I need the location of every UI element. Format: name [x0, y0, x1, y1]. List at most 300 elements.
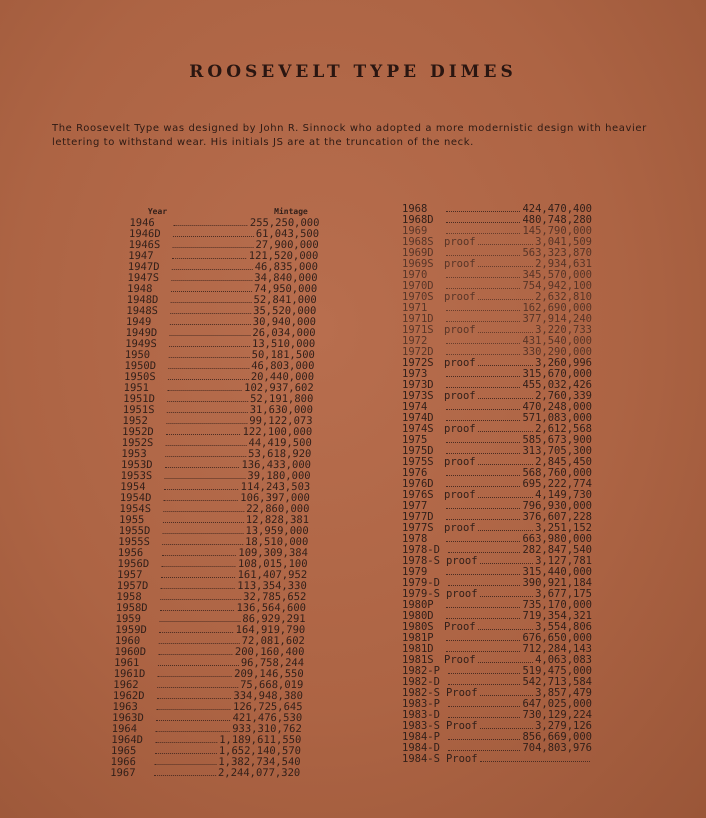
- mintage-value: 933,310,762: [232, 722, 302, 735]
- year-label: 1960: [114, 634, 141, 647]
- year-label: 1955: [118, 513, 145, 526]
- mintage-value: 53,618,920: [247, 447, 312, 460]
- mintage-value: 2,934,631: [535, 258, 592, 270]
- dot-leader: [160, 599, 241, 600]
- proof-label: proof: [444, 324, 476, 336]
- mintage-value: 390,921,184: [522, 577, 592, 589]
- year-label: 1949: [125, 315, 152, 328]
- proof-label: proof: [444, 390, 476, 402]
- dot-leader: [160, 610, 234, 611]
- dot-leader: [169, 346, 250, 347]
- year-label: 1984-D: [402, 742, 440, 754]
- year-label: 1976S: [402, 489, 434, 501]
- mintage-value: 86,929,291: [242, 612, 306, 625]
- dot-leader: [173, 247, 254, 248]
- dot-leader: [446, 211, 520, 212]
- dot-leader: [164, 489, 238, 490]
- dot-leader: [446, 442, 520, 443]
- mintage-value: 519,475,000: [522, 665, 592, 677]
- year-label: 1980P: [402, 599, 434, 611]
- mintage-value: 35,520,000: [252, 304, 317, 317]
- dot-leader: [446, 607, 520, 608]
- dot-leader: [156, 731, 230, 732]
- mintage-value: 2,845,450: [535, 456, 592, 468]
- year-label: 1973: [402, 368, 428, 380]
- dot-leader: [448, 739, 521, 740]
- year-label: 1971D: [402, 313, 434, 325]
- year-label: 1978-S: [402, 555, 440, 567]
- dot-leader: [158, 676, 232, 677]
- year-label: 1981S: [402, 654, 434, 666]
- year-label: 1958: [116, 590, 142, 603]
- year-label: 1975: [402, 434, 428, 446]
- mintage-value: 796,930,000: [522, 500, 592, 512]
- dot-leader: [478, 365, 533, 366]
- mintage-value: 32,785,652: [242, 590, 307, 603]
- dot-leader: [448, 552, 521, 553]
- year-label: 1980D: [402, 610, 434, 622]
- year-label: 1970S: [402, 291, 434, 303]
- dot-leader: [171, 291, 252, 292]
- year-label: 1964: [111, 722, 138, 735]
- year-label: 1975S: [402, 456, 434, 468]
- year-label: 1956: [117, 546, 144, 559]
- mintage-value: 22,860,000: [246, 502, 310, 515]
- year-label: 1946D: [128, 227, 161, 240]
- year-label: 1976D: [402, 478, 434, 490]
- year-label: 1950D: [124, 359, 157, 372]
- mintage-value: 102,937,602: [243, 381, 314, 394]
- year-label: 1971S: [402, 324, 434, 336]
- year-label: 1960D: [114, 645, 147, 658]
- dot-leader: [161, 588, 235, 589]
- mintage-value: 75,668,019: [239, 678, 304, 691]
- dot-leader: [171, 302, 252, 303]
- mintage-value: 164,919,790: [235, 623, 306, 636]
- dot-leader: [446, 640, 520, 641]
- year-label: 1954: [120, 480, 146, 493]
- year-label: 1950: [124, 348, 151, 361]
- mintage-value: 663,980,000: [522, 533, 592, 545]
- dot-leader: [172, 269, 253, 270]
- year-label: 1982-P: [402, 665, 440, 677]
- dot-leader: [480, 728, 534, 729]
- dot-leader: [448, 706, 521, 707]
- mintage-value: 161,407,952: [237, 568, 308, 581]
- mintage-value: 13,510,000: [251, 337, 316, 350]
- dot-leader: [157, 687, 238, 688]
- mintage-value: 50,181,500: [251, 348, 316, 361]
- proof-label: proof: [444, 357, 476, 369]
- year-label: 1955S: [118, 535, 151, 548]
- year-label: 1979: [402, 566, 428, 578]
- mintage-value: 255,250,000: [249, 216, 320, 229]
- year-label: 1961: [113, 656, 140, 669]
- mintage-value: 1,652,140,570: [218, 744, 302, 757]
- year-label: 1977: [402, 500, 428, 512]
- year-label: 1974: [402, 401, 428, 413]
- proof-label: proof: [445, 555, 478, 567]
- year-label: 1978-D: [402, 544, 440, 556]
- mintage-value: 126,725,645: [232, 700, 303, 713]
- dot-leader: [165, 456, 246, 457]
- mintage-value: 13,959,000: [245, 524, 309, 537]
- dot-leader: [478, 266, 533, 267]
- year-label: 1975D: [402, 445, 434, 457]
- mintage-value: 542,713,584: [522, 676, 592, 688]
- dot-leader: [158, 665, 239, 666]
- year-label: 1981P: [402, 632, 434, 644]
- mintage-value: 282,847,540: [522, 544, 592, 556]
- mintage-value: 2,612,568: [535, 423, 592, 435]
- year-label: 1972S: [402, 357, 434, 369]
- mintage-value: 647,025,000: [522, 698, 592, 710]
- year-label: 1954D: [119, 491, 152, 504]
- proof-label: Proof: [444, 621, 476, 633]
- mintage-header: Mintage: [273, 207, 308, 216]
- dot-leader: [161, 577, 235, 578]
- year-label: 1982-D: [402, 676, 440, 688]
- mintage-value: 52,191,800: [249, 392, 314, 405]
- dot-leader: [446, 453, 520, 454]
- mintage-value: 563,323,870: [522, 247, 592, 259]
- year-label: 1969S: [402, 258, 434, 270]
- dot-leader: [446, 376, 520, 377]
- year-label: 1984-S: [402, 753, 440, 765]
- mintage-value: 754,942,100: [522, 280, 592, 292]
- year-label: 1971: [402, 302, 428, 314]
- dot-leader: [163, 522, 244, 523]
- dot-leader: [446, 321, 520, 322]
- mintage-column-right: [402, 204, 592, 765]
- mintage-list-right: [402, 204, 592, 765]
- mintage-value: 74,950,000: [253, 282, 318, 295]
- mintage-value: 2,244,077,320: [217, 766, 301, 779]
- mintage-value: 2,632,810: [535, 291, 592, 303]
- proof-label: proof: [444, 456, 476, 468]
- year-label: 1983-P: [402, 698, 440, 710]
- mintage-value: 470,248,000: [522, 401, 592, 413]
- dot-leader: [446, 618, 520, 619]
- year-label: 1983-S: [402, 720, 440, 732]
- year-label: 1969: [402, 225, 428, 237]
- dot-leader: [173, 225, 247, 226]
- year-label: 1980S: [402, 621, 434, 633]
- dot-leader: [164, 478, 245, 479]
- mintage-value: 18,510,000: [244, 535, 309, 548]
- year-label: 1968D: [402, 214, 434, 226]
- mintage-value: 136,433,000: [241, 458, 312, 471]
- mintage-value: 334,948,380: [233, 689, 304, 702]
- intro-paragraph: The Roosevelt Type was designed by John R. Sinnock who adopted a more modernistic design with heavier lettering to withstand wear. His initials JS are at the truncation of the neck.: [52, 123, 647, 148]
- dot-leader: [170, 324, 251, 325]
- dot-leader: [171, 280, 252, 281]
- dot-leader: [446, 387, 520, 388]
- mintage-value: 3,554,806: [535, 621, 592, 633]
- mintage-value: 52,841,000: [253, 293, 317, 306]
- year-label: 1953: [121, 447, 147, 460]
- year-label: 1954S: [119, 502, 152, 515]
- year-label: 1977S: [402, 522, 434, 534]
- dot-leader: [169, 357, 250, 358]
- proof-label: proof: [444, 258, 476, 270]
- mintage-value: 455,032,426: [522, 379, 592, 391]
- year-label: 1946: [129, 216, 155, 229]
- year-label: 1947D: [127, 260, 160, 273]
- dot-leader: [166, 423, 247, 424]
- year-label: 1964D: [111, 733, 144, 746]
- dot-leader: [446, 420, 520, 421]
- proof-label: proof: [444, 489, 476, 501]
- mintage-value: 695,222,774: [522, 478, 592, 490]
- mintage-value: 114,243,503: [240, 480, 311, 493]
- dot-leader: [480, 761, 590, 762]
- mintage-list-left: [110, 218, 320, 779]
- dot-leader: [478, 244, 533, 245]
- proof-label: Proof: [444, 654, 476, 666]
- year-label: 1953D: [120, 458, 153, 471]
- mintage-row: [110, 768, 300, 779]
- dot-leader: [168, 390, 242, 391]
- year-label: 1963D: [111, 711, 144, 724]
- year-label: 1949S: [124, 337, 158, 350]
- mintage-value: 3,127,781: [535, 555, 592, 567]
- mintage-value: 719,354,321: [522, 610, 592, 622]
- year-label: 1962D: [112, 689, 145, 702]
- dot-leader: [161, 566, 235, 567]
- dot-leader: [166, 445, 247, 446]
- dot-leader: [448, 750, 521, 751]
- year-label: 1979-S: [402, 588, 440, 600]
- year-label: 1947: [128, 249, 154, 262]
- dot-leader: [446, 574, 520, 575]
- mintage-value: 27,900,000: [255, 238, 319, 251]
- year-label: 1952S: [121, 436, 154, 449]
- year-label: 1970: [402, 269, 428, 281]
- year-label: 1957: [116, 568, 143, 581]
- mintage-value: 200,160,400: [234, 645, 305, 658]
- mintage-value: 109,309,384: [238, 546, 309, 559]
- year-label: 1952D: [121, 425, 154, 438]
- dot-leader: [155, 764, 217, 765]
- mintage-value: 421,476,530: [232, 711, 303, 724]
- dot-leader: [173, 236, 254, 237]
- year-label: 1967: [110, 766, 136, 779]
- mintage-value: 61,043,500: [255, 227, 320, 240]
- mintage-value: 3,220,733: [535, 324, 592, 336]
- mintage-value: 4,149,730: [535, 489, 592, 501]
- year-label: 1958D: [115, 601, 148, 614]
- mintage-value: 4,063,083: [535, 654, 592, 666]
- dot-leader: [164, 500, 238, 501]
- year-label: 1952: [122, 414, 149, 427]
- mintage-value: 704,803,976: [522, 742, 592, 754]
- dot-leader: [170, 313, 251, 314]
- dot-leader: [480, 596, 534, 597]
- proof-label: Proof: [445, 753, 478, 765]
- year-label: 1950S: [123, 370, 156, 383]
- dot-leader: [163, 533, 244, 534]
- dot-leader: [159, 643, 240, 644]
- mintage-value: 856,669,000: [522, 731, 592, 743]
- year-label: 1970D: [402, 280, 434, 292]
- mintage-value: 568,760,000: [522, 467, 592, 479]
- mintage-value: 30,940,000: [252, 315, 317, 328]
- dot-leader: [480, 563, 534, 564]
- proof-label: Proof: [445, 687, 478, 699]
- dot-leader: [163, 511, 244, 512]
- dot-leader: [478, 497, 533, 498]
- dot-leader: [169, 335, 250, 336]
- dot-leader: [446, 354, 520, 355]
- dot-leader: [165, 467, 239, 468]
- mintage-value: 585,673,900: [522, 434, 592, 446]
- mintage-value: 712,284,143: [522, 643, 592, 655]
- dot-leader: [480, 695, 534, 696]
- year-label: 1955D: [118, 524, 151, 537]
- dot-leader: [158, 654, 232, 655]
- mintage-value: 122,100,000: [242, 425, 313, 438]
- dot-leader: [168, 368, 249, 369]
- proof-label: proof: [444, 291, 476, 303]
- year-label: 1974S: [402, 423, 434, 435]
- dot-leader: [478, 431, 533, 432]
- dot-leader: [446, 651, 520, 652]
- dot-leader: [478, 662, 533, 663]
- year-label: 1973D: [402, 379, 434, 391]
- dot-leader: [155, 742, 217, 743]
- year-label: 1951: [123, 381, 150, 394]
- mintage-value: 3,260,996: [535, 357, 592, 369]
- dot-leader: [446, 519, 520, 520]
- dot-leader: [478, 464, 533, 465]
- dot-leader: [446, 277, 520, 278]
- year-label: 1978: [402, 533, 428, 545]
- dot-leader: [168, 379, 249, 380]
- year-label: 1948S: [126, 304, 159, 317]
- proof-label: Proof: [445, 720, 478, 732]
- mintage-value: 46,835,000: [254, 260, 319, 273]
- year-label: 1962: [113, 678, 139, 691]
- mintage-value: 12,828,381: [245, 513, 310, 526]
- dot-leader: [156, 709, 230, 710]
- year-label: 1951D: [123, 392, 156, 405]
- dot-leader: [478, 629, 533, 630]
- dot-leader: [446, 409, 520, 410]
- dot-leader: [478, 398, 533, 399]
- year-label: 1966: [110, 755, 137, 768]
- mintage-value: 424,470,400: [522, 203, 592, 215]
- dot-leader: [446, 541, 520, 542]
- year-label: 1969D: [402, 247, 434, 259]
- dot-leader: [162, 555, 236, 556]
- year-label: 1953S: [120, 469, 153, 482]
- mintage-row: [402, 347, 592, 358]
- dot-leader: [172, 258, 246, 259]
- mintage-value: 3,677,175: [535, 588, 592, 600]
- mintage-value: 99,122,073: [249, 414, 313, 427]
- mintage-value: 676,650,000: [522, 632, 592, 644]
- dot-leader: [446, 222, 520, 223]
- dot-leader: [446, 343, 520, 344]
- mintage-value: 3,041,509: [535, 236, 592, 248]
- dot-leader: [446, 508, 520, 509]
- mintage-value: 106,397,000: [240, 491, 311, 504]
- year-label: 1959: [115, 612, 142, 625]
- year-label: 1963: [112, 700, 139, 713]
- year-label: 1981D: [402, 643, 434, 655]
- year-label: 1976: [402, 467, 428, 479]
- year-label: 1948: [126, 282, 153, 295]
- mintage-value: 735,170,000: [522, 599, 592, 611]
- page-title: ROOSEVELT TYPE DIMES: [189, 62, 517, 82]
- mintage-value: 46,803,000: [251, 359, 315, 372]
- year-label: 1957D: [116, 579, 149, 592]
- year-label: 1965: [110, 744, 137, 757]
- mintage-value: 20,440,000: [250, 370, 315, 383]
- year-label: 1984-P: [402, 731, 440, 743]
- mintage-value: 145,790,000: [522, 225, 592, 237]
- dot-leader: [446, 486, 520, 487]
- year-label: 1968S: [402, 236, 434, 248]
- dot-leader: [448, 684, 521, 685]
- dot-leader: [478, 332, 533, 333]
- year-label: 1983-D: [402, 709, 440, 721]
- mintage-value: 1,189,611,550: [218, 733, 302, 746]
- mintage-row: [402, 754, 592, 765]
- mintage-value: 34,840,000: [254, 271, 318, 284]
- year-label: 1961D: [113, 667, 146, 680]
- mintage-value: 730,129,224: [522, 709, 592, 721]
- dot-leader: [448, 585, 521, 586]
- year-label: 1956D: [117, 557, 150, 570]
- mintage-value: 209,146,550: [233, 667, 304, 680]
- mintage-value: 2,760,339: [535, 390, 592, 402]
- mintage-value: 31,630,000: [249, 403, 314, 416]
- mintage-value: 315,670,000: [522, 368, 592, 380]
- dot-leader: [446, 233, 520, 234]
- mintage-value: 162,690,000: [522, 302, 592, 314]
- year-label: 1979-D: [402, 577, 440, 589]
- mintage-value: 377,914,240: [522, 313, 592, 325]
- proof-label: proof: [444, 522, 476, 534]
- mintage-value: 96,758,244: [240, 656, 305, 669]
- mintage-value: 136,564,600: [236, 601, 307, 614]
- mintage-value: 345,570,000: [522, 269, 592, 281]
- year-label: 1946S: [128, 238, 161, 251]
- mintage-value: 39,180,000: [247, 469, 311, 482]
- year-label: 1972D: [402, 346, 434, 358]
- mintage-value: 72,081,602: [241, 634, 306, 647]
- dot-leader: [448, 673, 521, 674]
- mintage-value: 315,440,000: [522, 566, 592, 578]
- year-label: 1951S: [122, 403, 155, 416]
- mintage-value: 376,607,228: [522, 511, 592, 523]
- year-label: 1973S: [402, 390, 434, 402]
- mintage-value: 330,290,000: [522, 346, 592, 358]
- dot-leader: [448, 717, 521, 718]
- dot-leader: [446, 475, 520, 476]
- mintage-value: 3,279,126: [535, 720, 592, 732]
- dot-leader: [478, 299, 533, 300]
- dot-leader: [155, 753, 217, 754]
- year-label: 1974D: [402, 412, 434, 424]
- year-label: 1947S: [127, 271, 160, 284]
- mintage-value: 44,419,500: [248, 436, 312, 449]
- dot-leader: [162, 544, 243, 545]
- mintage-value: 1,382,734,540: [218, 755, 301, 768]
- mintage-value: 571,083,000: [522, 412, 592, 424]
